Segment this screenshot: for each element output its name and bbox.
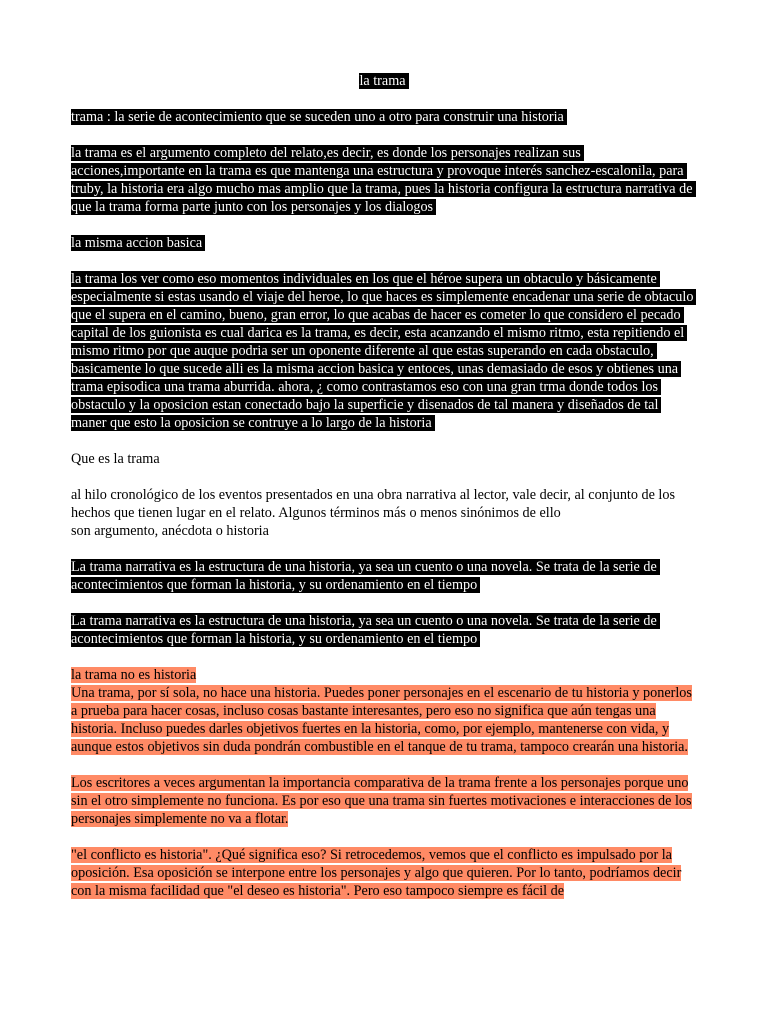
question-paragraph xyxy=(71,450,697,468)
definition-paragraph xyxy=(71,108,697,126)
question-text: Que es la trama xyxy=(71,451,160,467)
document-title: la trama xyxy=(359,73,408,89)
not-story-body: Una trama, por sí sola, no hace una historia. Puedes poner personajes en el escenario de tu historia y ponerlos a prueba para hacer cosas, incluso cosas bastante interesantes, pero eso no significa que aún tengas una historia. Incluso puedes darles objetivos fuertes en la historia, como, por ejemplo, mantenerse con vida, y aunque estos objetivos sin duda pondrán combustible en el tanque de tu trama, tampoco crearán una historia. xyxy=(71,685,692,755)
subheading-paragraph xyxy=(71,234,697,252)
narrative-paragraph-1 xyxy=(71,558,697,594)
conflict-paragraph xyxy=(71,846,697,900)
answer-paragraph xyxy=(71,486,697,540)
argument-paragraph xyxy=(71,144,697,216)
not-story-paragraph xyxy=(71,666,697,756)
narrative-paragraph-2 xyxy=(71,612,697,648)
answer-text-2: son argumento, anécdota o historia xyxy=(71,523,269,539)
writers-text: Los escritores a veces argumentan la importancia comparativa de la trama frente a los personajes porque uno sin el otro simplemente no funciona. Es por eso que una trama sin fuertes motivaciones e interacciones de los personajes simplemente no va a flotar. xyxy=(71,775,692,827)
document-title-block xyxy=(71,72,697,90)
argument-text: la trama es el argumento completo del relato,es decir, es donde los personajes realizan sus acciones,importante en la trama es que mantenga una estructura y provoque interés sanchez-escalonila, para truby, la historia era algo mucho mas amplio que la trama, pues la historia configura la estructura narrativa de que la trama forma parte junto con los personajes y los dialogos xyxy=(71,145,696,215)
answer-text-1: al hilo cronológico de los eventos presentados en una obra narrativa al lector, vale decir, al conjunto de los hechos que tienen lugar en el relato. Algunos términos más o menos sinónimos de ello xyxy=(71,487,675,521)
narrative-text-1: La trama narrativa es la estructura de una historia, ya sea un cuento o una novela. Se trata de la serie de acontecimientos que forman la historia, y su ordenamiento en el tiempo xyxy=(71,559,660,593)
subheading-text: la misma accion basica xyxy=(71,235,205,251)
not-story-heading: la trama no es historia xyxy=(71,667,197,683)
narrative-text-2: La trama narrativa es la estructura de una historia, ya sea un cuento o una novela. Se trata de la serie de acontecimientos que forman la historia, y su ordenamiento en el tiempo xyxy=(71,613,660,647)
document-page xyxy=(71,72,697,918)
conflict-text: "el conflicto es historia". ¿Qué significa eso? Si retrocedemos, vemos que el conflicto es impulsado por la oposición. Esa oposición se interpone entre los personajes y algo que quieren. Por lo tanto, podríamos decir con la misma facilidad que "el deseo es historia". Pero eso tampoco siempre es fácil de xyxy=(71,847,682,899)
hero-text: la trama los ver como eso momentos individuales en los que el héroe supera un obtaculo y básicamente especialmente si estas usando el viaje del heroe, lo que haces es simplemente encadenar una serie de obtaculo que el supera en el camino, bueno, gran error, lo que acabas de hacer es cometer lo que considero el pecado capital de los guionista es cual darica es la trama, es decir, esta acanzando el mismo ritmo, esta repitiendo el mismo ritmo por que auque podria ser un oponente diferente al que estas superando en cada obstaculo, basicamente lo que sucede alli es la misma accion basica y entoces, unas demasiado de esos y obtienes una trama episodica una trama aburrida. ahora, ¿ como contrastamos eso con una gran trma donde todos los obstaculo y la oposicion estan conectado bajo la superficie y disenados de tal manera y diseñados de tal maner que esto la oposicion se contruye a lo largo de la historia xyxy=(71,271,696,431)
hero-paragraph xyxy=(71,270,697,432)
writers-paragraph xyxy=(71,774,697,828)
definition-text: trama : la serie de acontecimiento que se suceden uno a otro para construir una historia xyxy=(71,109,567,125)
